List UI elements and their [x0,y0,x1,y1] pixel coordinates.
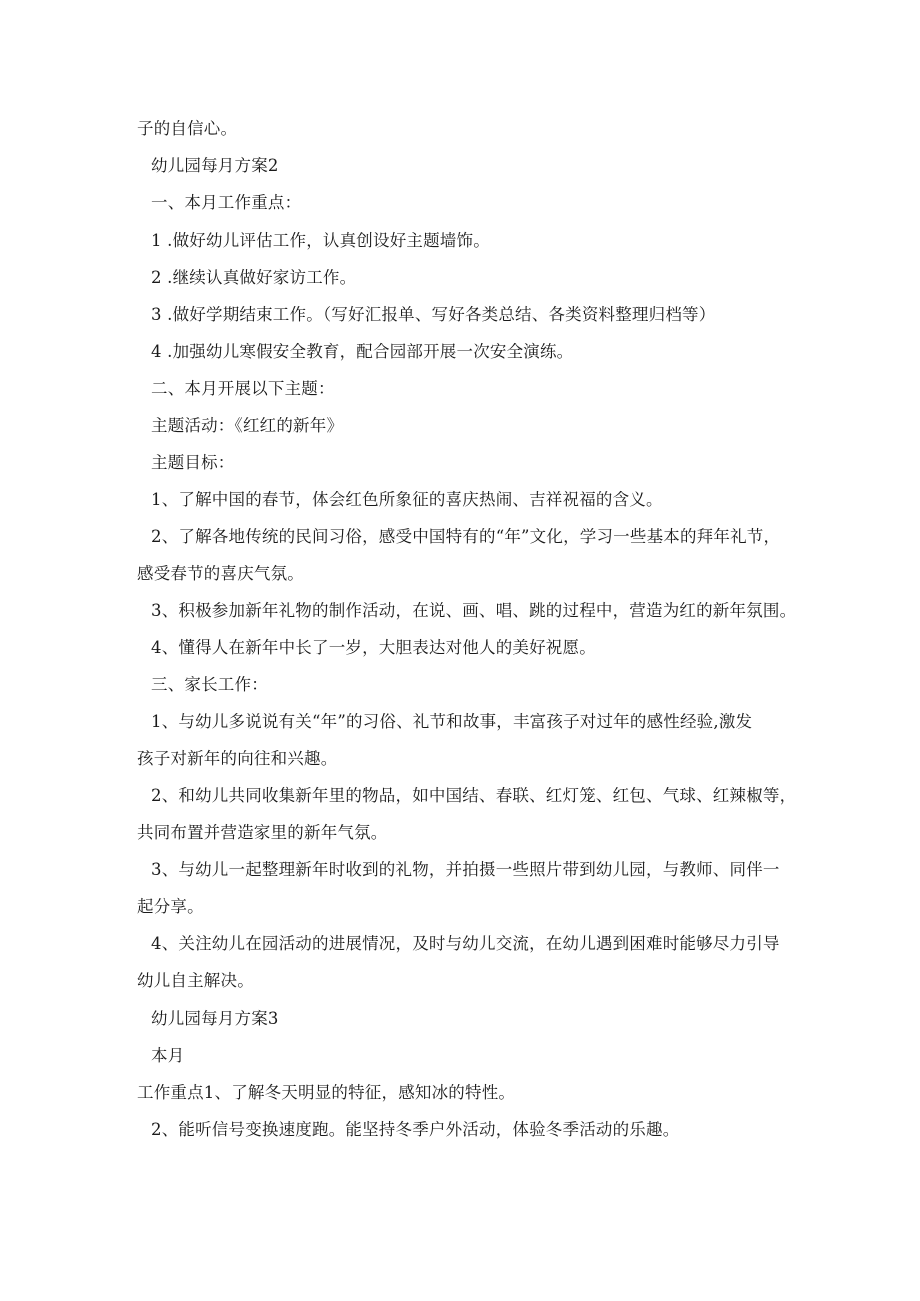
section-heading: 幼儿园每月方案3 [151,1009,279,1028]
text-line: 本月 [151,1046,185,1065]
list-item-continuation: 幼儿自主解决。 [137,971,254,990]
list-item: 3、与幼儿一起整理新年时收到的礼物，并拍摄一些照片带到幼儿园，与教师、同伴一 [151,860,780,879]
text-line: 主题目标： [151,453,235,472]
list-item: 1、与幼儿多说说有关“年”的习俗、礼节和故事，丰富孩子对过年的感性经验,激发 [151,712,753,731]
list-item: 3、积极参加新年礼物的制作活动，在说、画、唱、跳的过程中，营造为红的新年氛围。 [151,601,797,620]
section-heading: 二、本月开展以下主题： [151,379,335,398]
list-item: 2 .继续认真做好家访工作。 [151,268,357,287]
list-item: 4、关注幼儿在园活动的进展情况，及时与幼儿交流，在幼儿遇到困难时能够尽力引导 [151,934,780,953]
section-heading: 幼儿园每月方案2 [151,156,279,175]
list-item: 4、懂得人在新年中长了一岁，大胆表达对他人的美好祝愿。 [151,638,596,657]
list-item: 2、了解各地传统的民间习俗，感受中国特有的“年”文化，学习一些基本的拜年礼节， [151,527,781,546]
section-heading: 一、本月工作重点： [151,193,302,212]
list-item-continuation: 共同布置并营造家里的新年气氛。 [137,823,388,842]
list-item-continuation: 感受春节的喜庆气氛。 [137,564,304,583]
list-item: 1、了解中国的春节，体会红色所象征的喜庆热闹、吉祥祝福的含义。 [151,490,663,509]
list-item: 1 .做好幼儿评估工作，认真创设好主题墙饰。 [151,231,490,250]
list-item-continuation: 孩子对新年的向往和兴趣。 [137,749,338,768]
text-line: 主题活动：《红红的新年》 [151,416,344,435]
list-item: 4 .加强幼儿寒假安全教育，配合园部开展一次安全演练。 [151,342,574,361]
list-item: 2、和幼儿共同收集新年里的物品，如中国结、春联、红灯笼、红包、气球、红辣椒等， [151,786,797,805]
section-heading: 三、家长工作： [151,675,268,694]
text-line: 子的自信心。 [137,119,238,138]
text-line: 工作重点1、了解冬天明显的特征，感知冰的特性。 [137,1083,516,1102]
list-item: 2、能听信号变换速度跑。能坚持冬季户外活动，体验冬季活动的乐趣。 [151,1120,680,1139]
list-item: 3 .做好学期结束工作。（写好汇报单、写好各类总结、各类资料整理归档等） [151,305,716,324]
list-item-continuation: 起分享。 [137,897,204,916]
